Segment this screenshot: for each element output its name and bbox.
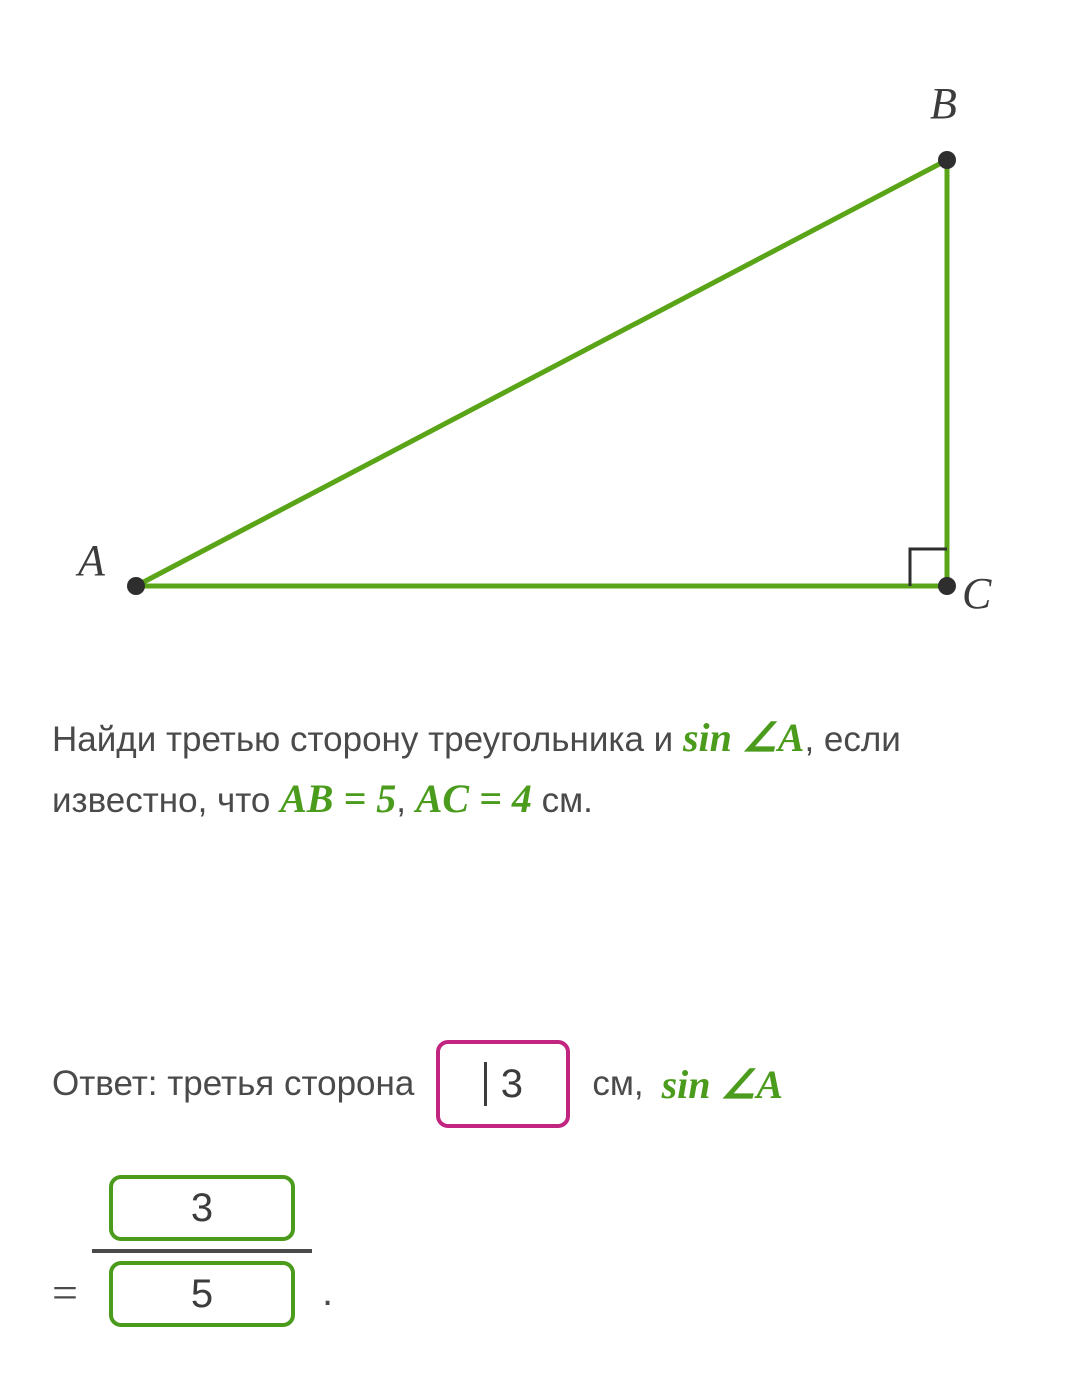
ab-equation: AB = 5 bbox=[280, 775, 397, 821]
answer-row bbox=[52, 1040, 1052, 1128]
question-comma: , bbox=[396, 780, 406, 820]
sin-angle-a-question: sin ∠A bbox=[682, 715, 805, 760]
equals-sign: = bbox=[52, 1266, 78, 1318]
vertex-point-A bbox=[127, 577, 145, 595]
fraction-bar bbox=[92, 1249, 312, 1253]
third-side-value: 3 bbox=[500, 1061, 523, 1106]
denominator-input[interactable] bbox=[109, 1261, 295, 1327]
numerator-input[interactable] bbox=[109, 1175, 295, 1241]
period: . bbox=[321, 1269, 334, 1314]
triangle-figure bbox=[0, 0, 1080, 670]
answer-units: см, bbox=[592, 1064, 644, 1103]
fraction bbox=[92, 1175, 312, 1327]
text-caret bbox=[484, 1062, 487, 1106]
vertex-label-C: C bbox=[962, 569, 992, 618]
sin-angle-a-answer: sin ∠A bbox=[661, 1061, 784, 1107]
triangle-svg bbox=[0, 0, 1080, 670]
side-AB bbox=[136, 160, 947, 586]
question-units: см. bbox=[531, 780, 593, 820]
vertex-label-B: B bbox=[930, 79, 957, 128]
vertex-point-B bbox=[938, 151, 956, 169]
third-side-input[interactable] bbox=[436, 1040, 570, 1128]
fraction-row bbox=[52, 1175, 333, 1327]
question-text bbox=[52, 708, 1042, 830]
vertex-point-C bbox=[938, 577, 956, 595]
question-line1: Найди третью сторону треугольника и bbox=[52, 720, 683, 759]
vertex-label-A: A bbox=[78, 536, 105, 585]
denominator-value: 5 bbox=[190, 1271, 214, 1316]
numerator-value: 3 bbox=[190, 1185, 214, 1230]
question-line2: , если известно, что bbox=[52, 720, 901, 820]
answer-label: Ответ: третья сторона bbox=[52, 1064, 415, 1103]
ac-equation: AC = 4 bbox=[415, 775, 532, 821]
